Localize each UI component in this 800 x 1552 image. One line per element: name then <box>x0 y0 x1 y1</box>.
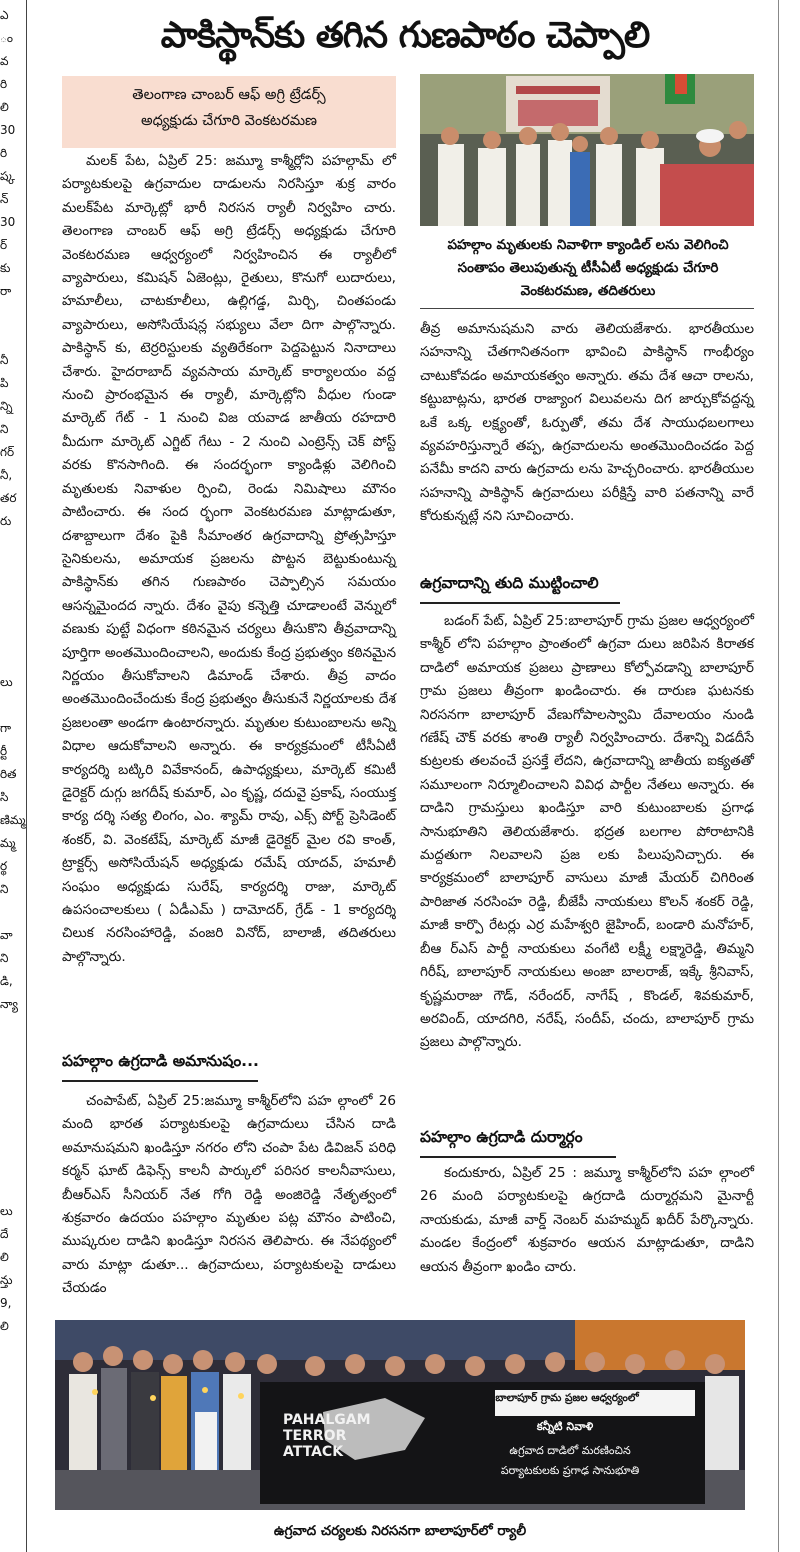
article4-heading: పహల్గాం ఉగ్రదాడి దుర్మార్గం <box>420 1128 583 1146</box>
banner-line-1: ఉగ్రవాద దాడిలో మరణించిన <box>509 1444 631 1457</box>
heading-underline <box>420 1156 616 1158</box>
banner-left-text: PAHALGAM TERROR ATTACK <box>283 1412 371 1460</box>
article2-heading: పహల్గాం ఉగ్రదాడి అమానుషం... <box>62 1052 259 1070</box>
article3-body: బడంగ్ పేట్, ఏప్రిల్ 25:బాలాపూర్ గ్రామ ప్రజల ఆధ్వర్యంలో కాశ్మీర్ లోని పహల్గాం ప్రాంతంలో ఉగ్రవా దులు జరిపిన కిరాతక దాడిలో అమాయక ప్రజలు ప్రాణాలు కోల్పోవడాన్ని బాలాపూర్ గ్రామ ప్రజలు తీవ్రంగా ఖండించారు. ఈ దారుణ ఘటనకు నిరసనగా బాలాపూర్ వేణుగోపాలస్వామి దేవాలయం నుండి గణేష్ చౌక్ వరకు శాంతి ర్యాలీ నిర్వహించారు. దేశాన్ని విడదీసే కుట్రలకు తలవంచే ప్రసక్తే లేదని, ఉగ్రవాదాన్ని జాతీయ ఐక్యతతో సమూలంగా నిర్మూలించాలని వివిధ పార్టీల నేతలు అన్నారు. ఈ దాడిని గ్రామస్తులు ఖండిస్తూ వారి కుటుంబాలకు ప్రగాఢ సానుభూతిని తెలియజేశారు. భద్రత బలగాల పోరాటానికి మద్దతుగా నిలవాలని ప్రజ లకు పిలుపునిచ్చారు. ఈ కార్యక్రమంలో బాలాపూర్ వాసులు మాజీ మేయర్ చిగిరింత పారిజాత నరసింహ రెడ్డి, బీజేపీ నాయకులు కొలన్ శంకర్ రెడ్డి, మాజీ కార్పొ రేటర్లు ఎర్ర మహేశ్వరి జైహింద్, బండారి మనోహర్, బీఆ ర్ఎస్ పార్టీ నాయకులు వంగేటి లక్ష్మీ లక్ష్మారెడ్డి, తిమ్మని గిరీష్, బాలాపూర్ నాయకులు అంజా బాలరాజ్, ఇక్కే శ్రీనివాస్, కృష్ణమరాజు గౌడ్, నరేందర్, నాగేష్ , కొండల్, శివకుమార్, అరవింద్, యాదగిరి, నరేష్, సందీప్, చందు, బాలాపూర్ గ్రామ ప్రజలు పాల్గొన్నారు. <box>420 613 754 1051</box>
headline: పాకిస్థాన్‌కు తగిన గుణపాఠం చెప్పాలి <box>160 15 650 56</box>
photo-bottom-caption: ఉగ్రవాద చర్యలకు నిరసనగా బాలాపూర్‌లో ర్యాలీ <box>273 1523 527 1539</box>
photo-candle-vigil <box>420 74 754 226</box>
deck-box <box>62 76 396 148</box>
heading-underline <box>62 1080 258 1082</box>
photo-candle-vigil-art <box>420 74 754 226</box>
deck-line-1: తెలంగాణ చాంబర్ ఆఫ్ అగ్రి ట్రేడర్స్ <box>132 87 326 103</box>
column-divider-right <box>778 0 779 1552</box>
deck-line-2: అధ్యక్షుడు చేగూరి వెంకటరమణ <box>140 113 318 129</box>
article2-body: చంపాపేట్, ఏప్రిల్ 25:జమ్మూ కాశ్మీర్‌లోని పహ ల్గాంలో 26 మంది భారత పర్యాటకులపై ఉగ్రవాదులు చేసిన దాడి అమానుషమని ఖండిస్తూ నగరం లోని చంపా పేట డివిజన్ పరిధి కర్మన్ ఘాట్ డిఫెన్స్ కాలనీ పార్కులో పరిసర కాలనీవాసులు, బీఆర్ఎస్ సీనియర్ నేత గోగి రెడ్డి అంజిరెడ్డి నేతృత్వంలో శుక్రవారం ఉదయం పహల్గాం మృతుల పట్ల మౌనం పాటించి, ముష్కరుల దాడిని ఖండిస్తూ నిరసన తెలిపారు. ఈ నేపథ్యంలో వారు మాట్లా డుతూ... ఉగ్రవాదులు, పర్యాటకులపై దాడులు చేయడం <box>62 1093 396 1297</box>
article-main-body: మలక్ పేట, ఏప్రిల్ 25: జమ్మూ కాశ్మీర్లోని పహల్గామ్ లో పర్యాటకులపై ఉగ్రవాదుల దాడులను నిరసిస్తూ శుక్ర వారం మలక్‌పేట మార్కెట్లో భారీ నిరసన ర్యాలీ నిర్వహిం చారు. తెలంగాణ చాంబర్ ఆఫ్ అగ్రి ట్రేడర్స్ అధ్యక్షుడు చేగూరి వెంకటరమణ ఆధ్వర్యంలో నిర్వహించిన ఈ ర్యాలీలో వ్యాపారులు, కమిషన్ ఏజెంట్లు, రైతులు, కొనుగో లుదారులు, హమాలీలు, చాటకూలీలు, ఉల్లిగడ్డ, మిర్చి, చింతపండు వ్యాపారులు, అసోసియేషన్ల సభ్యులు వేలా దిగా పాల్గొన్నారు. పాకిస్థాన్ కు, టెర్రరిస్టులకు వ్యతిరేకంగా పెద్దపెట్టున నినాదాలు చేశారు. హైదరాబాద్ వ్యవసాయ మార్కెట్ కార్యాలయం వద్ద నుంచి ప్రారంభమైన ఈ ర్యాలీ, మార్కెట్లోని వీధుల గుండా మార్కెట్ గేట్ - 1 నుంచి విజ యవాడ జాతీయ రహదారి మీదుగా మార్కెట్ ఎగ్జిట్ గేటు - 2 నుంచి ఎంట్రెన్స్ చెక్ పోస్ట్ వరకు కొనసాగింది. ఈ సందర్భంగా క్యాండిళ్లు వెలిగించి మృతులకు నివాళుల ర్పించి, రెండు నిమిషాలు మౌనం పాటించారు. ఈ సంద ర్భంగా వెంకటరమణ మాట్లాడుతూ, దశాబ్దాలుగా దేశం పైకి సీమాంతర ఉగ్రవాదాన్ని ప్రోత్సహిస్తూ సైనికులను, అమాయక ప్రజలను పొట్టన బెట్టుకుంటున్న పాకిస్థాన్‌కు తగిన గుణపాఠం చెప్పాల్సిన సమయం ఆసన్నమైందద న్నారు. దేశం వైపు కన్నెత్తి చూడాలంటే వెన్నులో వణుకు పుట్టే విధంగా కఠినమైన చర్యలు తీసుకొని తీవ్రవాదాన్ని పూర్తిగా అంతమొందించాలని, అందుకు కేంద్ర ప్రభుత్వం కఠినమైన నిర్ణయం తీసుకోవాలని డిమాండ్ చేశారు. తీవ్ర వాదం అంతమొందించేందుకు కేంద్ర ప్రభుత్వం తీసుకునే నిర్ణయాలకు దేశ ప్రజలంతా అండగా ఉంటారన్నారు. మృతుల కుటుంబాలను అన్ని విధాల ఆదుకోవాలని అన్నారు. ఈ కార్యక్రమంలో టీసీఏటీ కార్యదర్శి బట్కిరి వివేకానంద్, ఉపాధ్యక్షులు, మార్కెట్ కమిటీ డైరెక్టర్ దుగ్గు జగదీష్ కుమార్, ఎం కృష్ణ, దదువై ప్రకాష్, సంయుక్త కార్య దర్శి సత్య లింగం, ఎం. శ్యామ్ రావు, ఎక్స్ పోర్ట్ ప్రెసిడెంట్ శంకర్, వి. వెంకటేష్, మార్కెట్ మాజీ డైరెక్టర్ మైల రవి కాంత్, ట్రాక్టర్స్ అసోసియేషన్ అధ్యక్షుడు రమేష్ యాదవ్, హమాలీ సంఘం అధ్యక్షుడు సురేష్, కార్యదర్శి రాజు, మార్కెట్ ఉపసంచాలకులు ( ఏడీఎమ్ ) దామోదర్, గ్రేడ్ - 1 కార్యదర్శి చిలుక నరసింహారెడ్డి, వంజరి వినోద్, బాలాజీ, తదితరులు పాల్గొన్నారు. <box>62 153 396 965</box>
banner-line-2: పర్యాటకులకు ప్రగాఢ సానుభూతి <box>500 1464 640 1477</box>
article2-continued: తీవ్ర అమానుషమని వారు తెలియజేశారు. భారతీయుల సహనాన్ని చేతగానితనంగా భావించి పాకిస్థాన్ గాంభీర్యం చాటుకోవడం అమాయకత్వం అన్నారు. తమ దేశ ఆచా రాలను, కట్టుబాట్లను, భారత రాజ్యాంగ విలువలను దిగ జార్చుకోవద్దన్న ఒకే ఒక్క లక్ష్యంతో, ఓర్పుతో, తమ దేశ సాయుధబలగాలు వ్యవహరిస్తున్నారే తప్ప, ఉగ్రవాదులను అంతమొందించడం పెద్ద పనేమీ కాదని వారు ఉగ్రవాదు లను హెచ్చరించారు. భారతీయుల సహనాన్ని పాకిస్థాన్ ఉగ్రవాదులు పరీక్షిస్తే వారి పతనాన్ని వారే కోరుకున్నట్లే నని సూచించారు. <box>420 321 754 525</box>
photo-rally-art <box>55 1320 745 1510</box>
banner-subtitle: కన్నీటి నివాళి <box>536 1420 594 1433</box>
adjacent-column-fragment: ఎ ం వ రి లి 30 రి ష్క న్ 30 ర్ కు రా నీ పి న్ని ని గర్ నీ, తర రు లు గా ర్టీ రిత సి ణిమ్మ మ్మ ర్థ ని వా ని డి, న్యా లు దే లి న్తు 9, లి <box>0 8 26 1333</box>
article4-body: కందుకూరు, ఏప్రిల్ 25 : జమ్మూ కాశ్మీర్‌లోని పహ ల్గాంలో 26 మంది పర్యాటకులపై ఉగ్రదాడి దుర్మార్గమని మైనార్టీ నాయకుడు, మాజీ వార్డ్ నెంబర్ మహమ్మద్ ఖదీర్ పేర్కొన్నారు. మండల కేంద్రంలో శుక్రవారం ఆయన మాట్లాడుతూ, దాడిని ఆయన తీవ్రంగా ఖండిం చారు. <box>420 1165 754 1275</box>
column-divider-left <box>26 0 27 1552</box>
photo-rally <box>55 1320 745 1510</box>
article3-heading: ఉగ్రవాదాన్ని తుది ముట్టించాలి <box>420 574 599 592</box>
photo-top-caption: పహల్గాం మృతులకు నివాళిగా క్యాండిల్ లను వెలిగించి సంతాపం తెలుపుతున్న టీసీఏటీ అధ్యక్షుడు చేగూరి వెంకటరమణ, తదితరులు <box>447 237 729 299</box>
banner-title: బాలాపూర్ గ్రామ ప్రజల ఆధ్వర్యంలో <box>495 1392 639 1404</box>
heading-underline <box>420 602 620 604</box>
caption-rule <box>420 308 754 309</box>
